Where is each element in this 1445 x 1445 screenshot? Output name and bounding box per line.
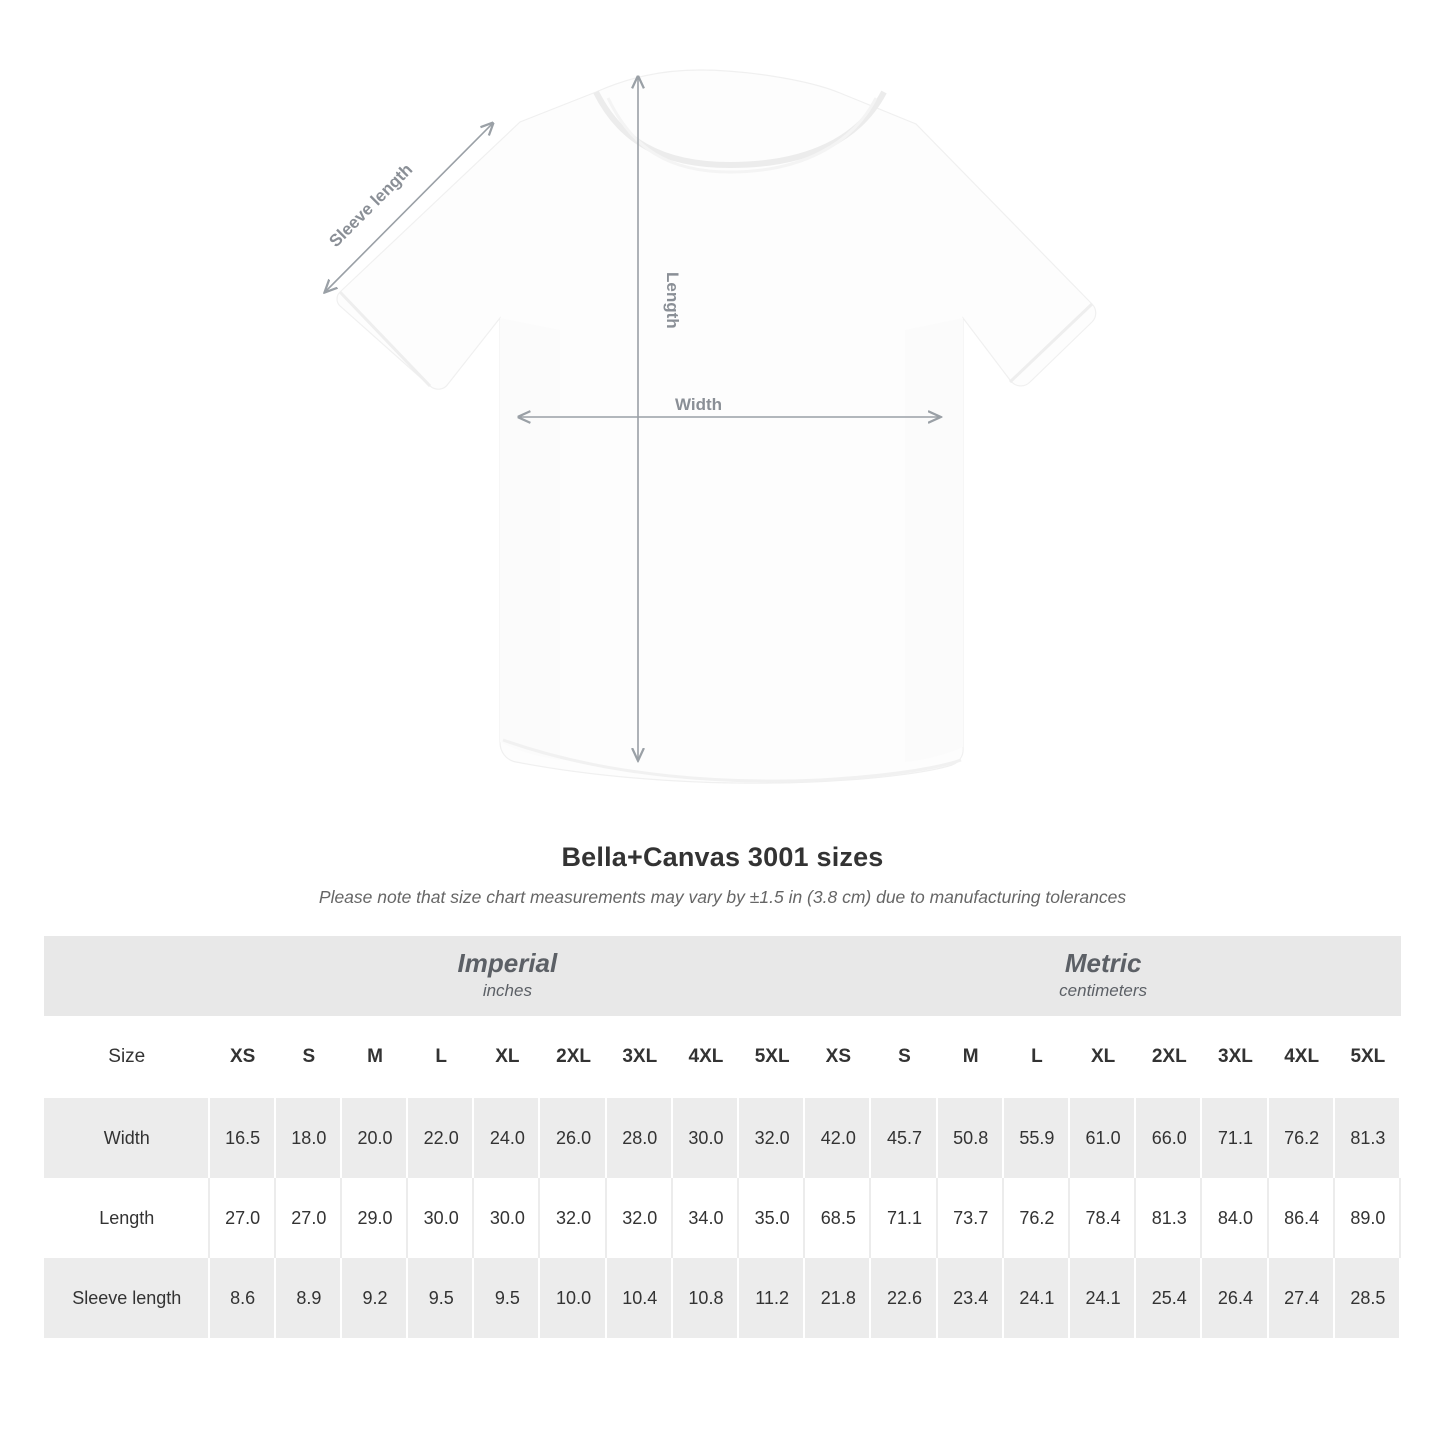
width-5xl-in: 32.0 xyxy=(739,1098,805,1178)
sleeve-3xl-in: 10.4 xyxy=(607,1258,673,1338)
size-col-1: S xyxy=(276,1016,342,1098)
size-table-container xyxy=(0,936,1445,1338)
width-l-cm: 55.9 xyxy=(1004,1098,1070,1178)
length-s-in: 27.0 xyxy=(276,1178,342,1258)
sleeve-m-cm: 23.4 xyxy=(938,1258,1004,1338)
sleeve-3xl-cm: 26.4 xyxy=(1202,1258,1268,1338)
length-s-cm: 71.1 xyxy=(871,1178,937,1258)
imperial-unit: inches xyxy=(482,980,532,1000)
row-label-width: Width xyxy=(44,1098,210,1178)
unit-banner-row xyxy=(44,936,1401,1016)
size-col-5: 2XL xyxy=(540,1016,606,1098)
sleeve-xl-cm: 24.1 xyxy=(1070,1258,1136,1338)
width-5xl-cm: 81.3 xyxy=(1335,1098,1401,1178)
width-xs-in: 16.5 xyxy=(210,1098,276,1178)
table-row xyxy=(44,1178,1401,1258)
sleeve-length-label: Sleeve length xyxy=(325,159,417,251)
imperial-label: Imperial xyxy=(457,947,558,978)
imperial-banner xyxy=(210,936,806,1016)
length-3xl-cm: 84.0 xyxy=(1202,1178,1268,1258)
size-col-12: L xyxy=(1004,1016,1070,1098)
sleeve-4xl-cm: 27.4 xyxy=(1269,1258,1335,1338)
width-xl-cm: 61.0 xyxy=(1070,1098,1136,1178)
length-label: Length xyxy=(663,272,682,329)
sleeve-l-cm: 24.1 xyxy=(1004,1258,1070,1338)
size-col-9: XS xyxy=(805,1016,871,1098)
width-xl-in: 24.0 xyxy=(474,1098,540,1178)
size-col-11: M xyxy=(938,1016,1004,1098)
length-xs-in: 27.0 xyxy=(210,1178,276,1258)
width-s-cm: 45.7 xyxy=(871,1098,937,1178)
width-3xl-cm: 71.1 xyxy=(1202,1098,1268,1178)
sleeve-xl-in: 9.5 xyxy=(474,1258,540,1338)
length-4xl-cm: 86.4 xyxy=(1269,1178,1335,1258)
width-4xl-cm: 76.2 xyxy=(1269,1098,1335,1178)
length-xl-in: 30.0 xyxy=(474,1178,540,1258)
table-row xyxy=(44,1098,1401,1178)
width-s-in: 18.0 xyxy=(276,1098,342,1178)
size-col-6: 3XL xyxy=(607,1016,673,1098)
row-label-length: Length xyxy=(44,1178,210,1258)
length-xl-cm: 78.4 xyxy=(1070,1178,1136,1258)
sleeve-xs-in: 8.6 xyxy=(210,1258,276,1338)
length-3xl-in: 32.0 xyxy=(607,1178,673,1258)
chart-note: Please note that size chart measurements may vary by ±1.5 in (3.8 cm) due to manufacturing tolerances xyxy=(318,887,1127,907)
length-2xl-cm: 81.3 xyxy=(1136,1178,1202,1258)
sleeve-l-in: 9.5 xyxy=(408,1258,474,1338)
length-2xl-in: 32.0 xyxy=(540,1178,606,1258)
sleeve-2xl-cm: 25.4 xyxy=(1136,1258,1202,1338)
size-col-3: L xyxy=(408,1016,474,1098)
length-5xl-in: 35.0 xyxy=(739,1178,805,1258)
length-xs-cm: 68.5 xyxy=(805,1178,871,1258)
length-m-cm: 73.7 xyxy=(938,1178,1004,1258)
width-3xl-in: 28.0 xyxy=(607,1098,673,1178)
row-label-sleeve-length: Sleeve length xyxy=(44,1258,210,1338)
width-l-in: 22.0 xyxy=(408,1098,474,1178)
length-l-cm: 76.2 xyxy=(1004,1178,1070,1258)
size-col-0: XS xyxy=(210,1016,276,1098)
sleeve-m-in: 9.2 xyxy=(342,1258,408,1338)
sleeve-2xl-in: 10.0 xyxy=(540,1258,606,1338)
sleeve-s-in: 8.9 xyxy=(276,1258,342,1338)
size-col-10: S xyxy=(871,1016,937,1098)
size-col-16: 4XL xyxy=(1269,1016,1335,1098)
sleeve-s-cm: 22.6 xyxy=(871,1258,937,1338)
chart-title: Bella+Canvas 3001 sizes xyxy=(561,842,884,872)
size-table xyxy=(44,936,1401,1338)
metric-banner xyxy=(805,936,1401,1016)
size-col-17: 5XL xyxy=(1335,1016,1401,1098)
tshirt-shape xyxy=(337,70,1096,783)
width-xs-cm: 42.0 xyxy=(805,1098,871,1178)
size-col-8: 5XL xyxy=(739,1016,805,1098)
length-l-in: 30.0 xyxy=(408,1178,474,1258)
size-col-7: 4XL xyxy=(673,1016,739,1098)
length-5xl-cm: 89.0 xyxy=(1335,1178,1401,1258)
sleeve-4xl-in: 10.8 xyxy=(673,1258,739,1338)
sleeve-5xl-cm: 28.5 xyxy=(1335,1258,1401,1338)
size-col-14: 2XL xyxy=(1136,1016,1202,1098)
size-col-2: M xyxy=(342,1016,408,1098)
metric-label: Metric xyxy=(1064,947,1142,978)
width-2xl-cm: 66.0 xyxy=(1136,1098,1202,1178)
width-m-in: 20.0 xyxy=(342,1098,408,1178)
size-row-header: Size xyxy=(44,1016,210,1098)
width-label: Width xyxy=(675,395,723,414)
size-col-13: XL xyxy=(1070,1016,1136,1098)
metric-unit: centimeters xyxy=(1059,980,1148,1000)
width-2xl-in: 26.0 xyxy=(540,1098,606,1178)
length-4xl-in: 34.0 xyxy=(673,1178,739,1258)
length-m-in: 29.0 xyxy=(342,1178,408,1258)
sleeve-5xl-in: 11.2 xyxy=(739,1258,805,1338)
sleeve-xs-cm: 21.8 xyxy=(805,1258,871,1338)
table-row xyxy=(44,1258,1401,1338)
width-4xl-in: 30.0 xyxy=(673,1098,739,1178)
size-col-15: 3XL xyxy=(1202,1016,1268,1098)
banner-spacer xyxy=(44,936,210,1016)
size-header-row xyxy=(44,1016,1401,1098)
size-col-4: XL xyxy=(474,1016,540,1098)
width-m-cm: 50.8 xyxy=(938,1098,1004,1178)
